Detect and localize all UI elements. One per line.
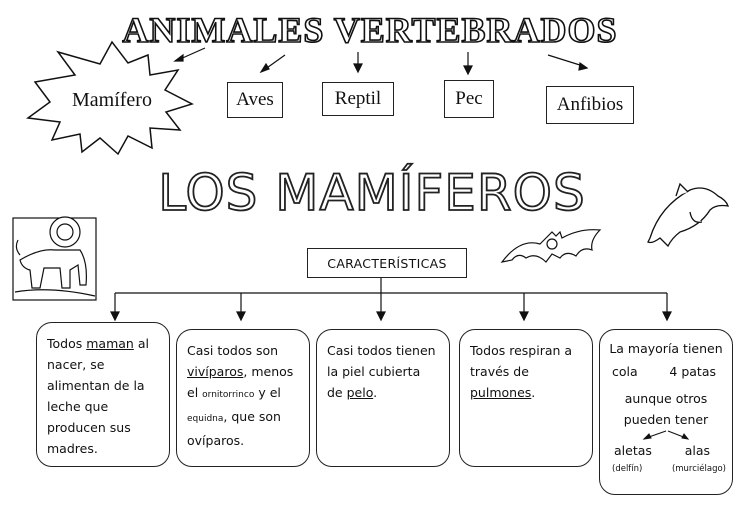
card5-patas: 4 patas bbox=[669, 364, 716, 379]
card-maman bbox=[36, 322, 170, 467]
card2-line3: el ornitorrinco y el bbox=[187, 385, 281, 400]
card3-line1: Casi todos tienen bbox=[327, 343, 436, 358]
bat-illustration bbox=[502, 230, 600, 262]
card5-cola: cola bbox=[612, 364, 638, 379]
card5-line3: aunque otros bbox=[624, 391, 708, 406]
card2-line4: equidna, que son bbox=[187, 409, 281, 424]
card3-line2: la piel cubierta bbox=[327, 364, 421, 379]
section-title: LOS MAMÍFEROS bbox=[158, 164, 586, 222]
card2-line2: vivíparos, menos bbox=[187, 364, 294, 379]
card1-line2: nacer, se bbox=[47, 357, 105, 372]
card-pulmones bbox=[459, 329, 593, 467]
dolphin-illustration bbox=[648, 184, 728, 246]
card4-line1: Todos respiran a bbox=[470, 343, 573, 358]
characteristics-connectors bbox=[111, 278, 671, 320]
card5-murcielago: (murciélago) bbox=[671, 464, 726, 474]
card2-line1: Casi todos son bbox=[187, 343, 279, 358]
card5-line2 bbox=[606, 359, 726, 382]
card-pelo bbox=[316, 329, 450, 467]
card5-delfin: (delfín) bbox=[612, 464, 643, 474]
card5-alas: alas bbox=[684, 443, 710, 458]
card5-aletas: aletas bbox=[614, 443, 652, 458]
card1-line3: alimentan de la bbox=[47, 378, 145, 393]
aves-box: Aves bbox=[227, 82, 283, 118]
main-title: ANIMALES VERTEBRADOS bbox=[122, 10, 618, 50]
card5-line1: La mayoría tienen bbox=[609, 341, 723, 356]
card1-line5: producen sus bbox=[47, 420, 131, 435]
title-arrows bbox=[175, 48, 587, 74]
caracteristicas-box: CARACTERÍSTICAS bbox=[307, 248, 467, 278]
card5-line5 bbox=[606, 440, 726, 461]
lion-illustration bbox=[13, 217, 96, 300]
card4-line2: través de bbox=[470, 364, 529, 379]
card5-line4: pueden tener bbox=[623, 412, 709, 427]
anfibios-box: Anfibios bbox=[546, 86, 634, 124]
card5-line6 bbox=[606, 461, 726, 477]
mamifero-label: Mamífero bbox=[72, 89, 152, 111]
card5-fork-arrows bbox=[606, 430, 728, 440]
card4-line3: pulmones. bbox=[470, 385, 536, 400]
card1-line6: madres. bbox=[47, 441, 98, 456]
card1-line4: leche que bbox=[47, 399, 109, 414]
card1-line1: Todos maman al bbox=[47, 336, 149, 351]
pec-box: Pec bbox=[444, 80, 494, 118]
reptil-box: Reptil bbox=[322, 82, 394, 116]
card3-line3: de pelo. bbox=[327, 385, 378, 400]
card-mayoria bbox=[599, 329, 733, 495]
card-viviparos bbox=[176, 329, 310, 467]
card2-line5: ovíparos. bbox=[187, 433, 245, 448]
